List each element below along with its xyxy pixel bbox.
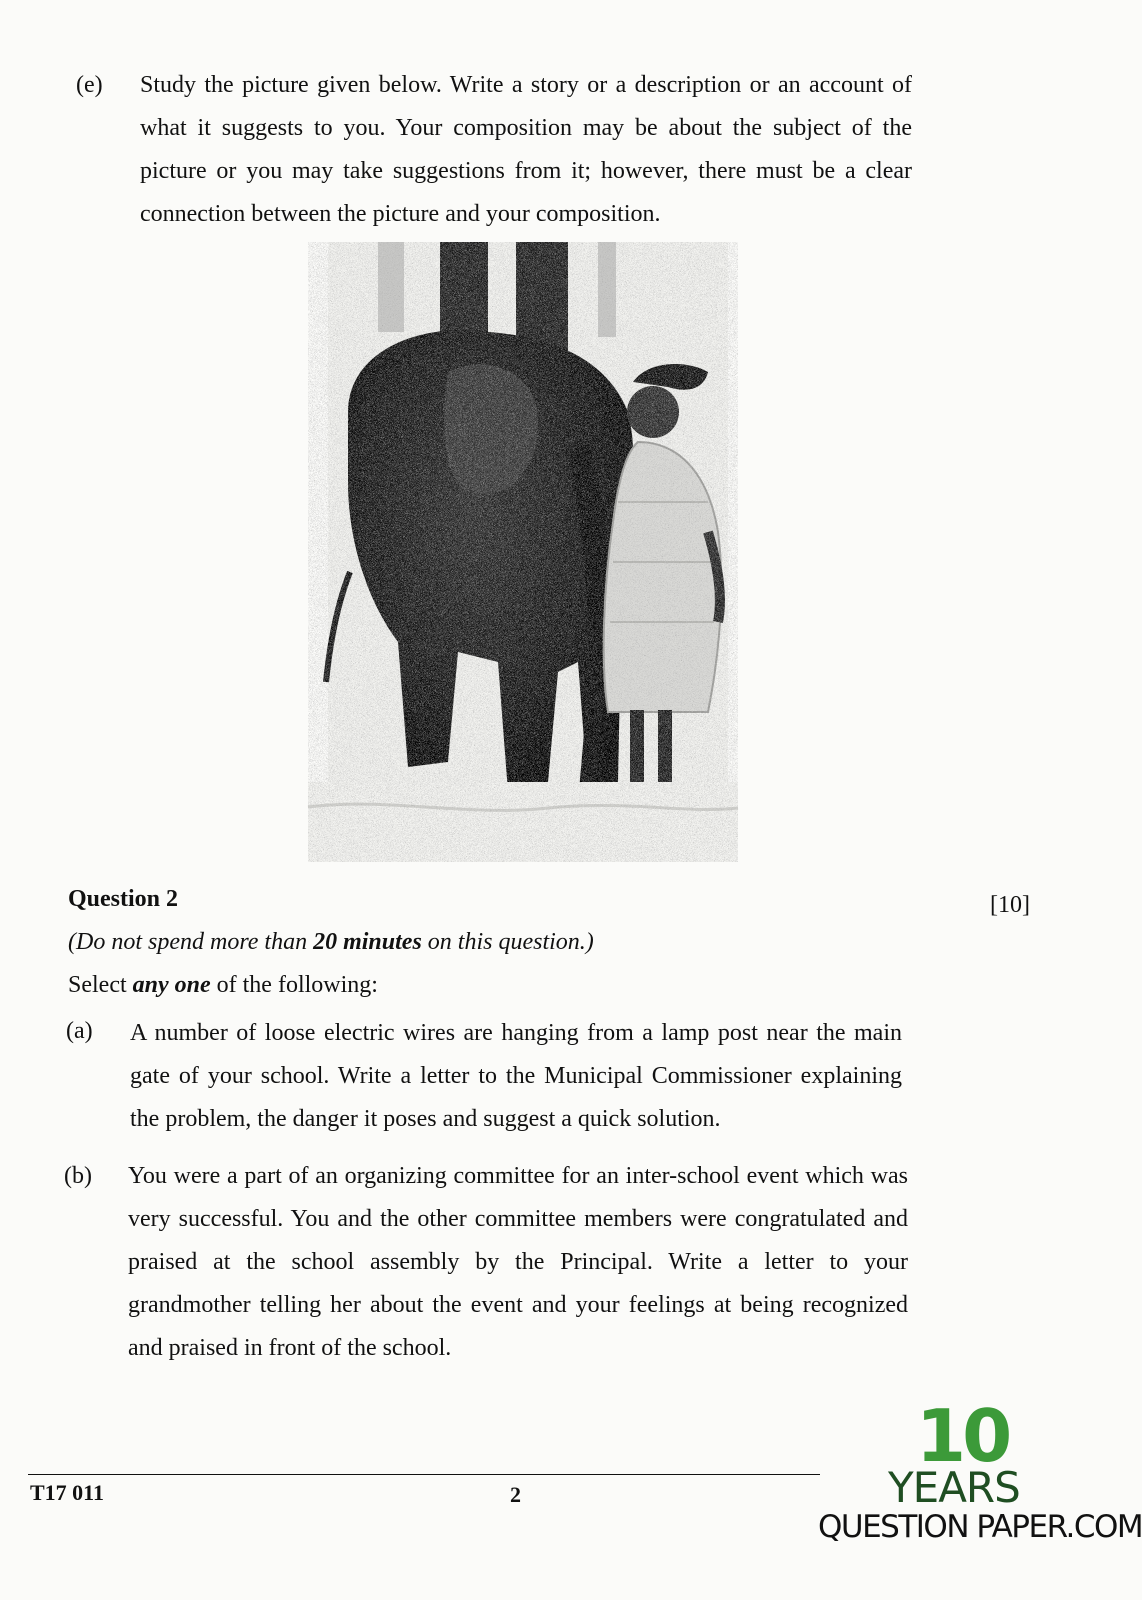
option-b-label: (b) <box>64 1163 92 1189</box>
question-1e-label: (e) <box>76 72 103 98</box>
option-a-text: A number of loose electric wires are hanging from a lamp post near the main gate of your school. Write a letter to the Municipal Commissioner explaining the problem, the danger it poses and suggest a quick solution. <box>130 1020 902 1132</box>
instruction-time: 20 minutes <box>313 929 422 955</box>
question-2-marks: [10] <box>990 892 1030 918</box>
question-1e-text: Study the picture given below. Write a story or a description or an account of what it suggests to you. Your composition may be about the subject of the picture or you may take suggestions from it; however, there must be a clear connection between the picture and your composition. <box>140 72 912 227</box>
select-any-one: any one <box>132 972 211 998</box>
watermark-logo <box>818 1394 1142 1550</box>
select-pre: Select <box>68 972 133 998</box>
question-2-select-line <box>68 968 378 1002</box>
watermark-years: YEARS <box>888 1463 1020 1512</box>
watermark-number: 10 <box>916 1394 1009 1478</box>
question-2-title: Question 2 <box>68 886 179 912</box>
elephant-and-girl-photo <box>308 242 738 862</box>
option-a-label: (a) <box>66 1018 93 1044</box>
page-number: 2 <box>510 1482 521 1507</box>
instruction-pre: (Do not spend more than <box>68 929 314 955</box>
option-b-text: You were a part of an organizing committee for an inter-school event which was very successful. You and the other committee members were congratulated and praised at the school assembly by the Principal. Write a letter to your grandmother telling her about the event and your feelings at being recognized and praised in front of the school. <box>128 1163 908 1361</box>
select-post: of the following: <box>210 972 378 998</box>
footer-divider <box>28 1474 820 1475</box>
paper-code: T17 011 <box>30 1480 104 1505</box>
question-2-instruction <box>68 925 594 959</box>
watermark-site: QUESTION PAPER.COM <box>818 1509 1142 1545</box>
instruction-post: on this question.) <box>421 929 594 955</box>
